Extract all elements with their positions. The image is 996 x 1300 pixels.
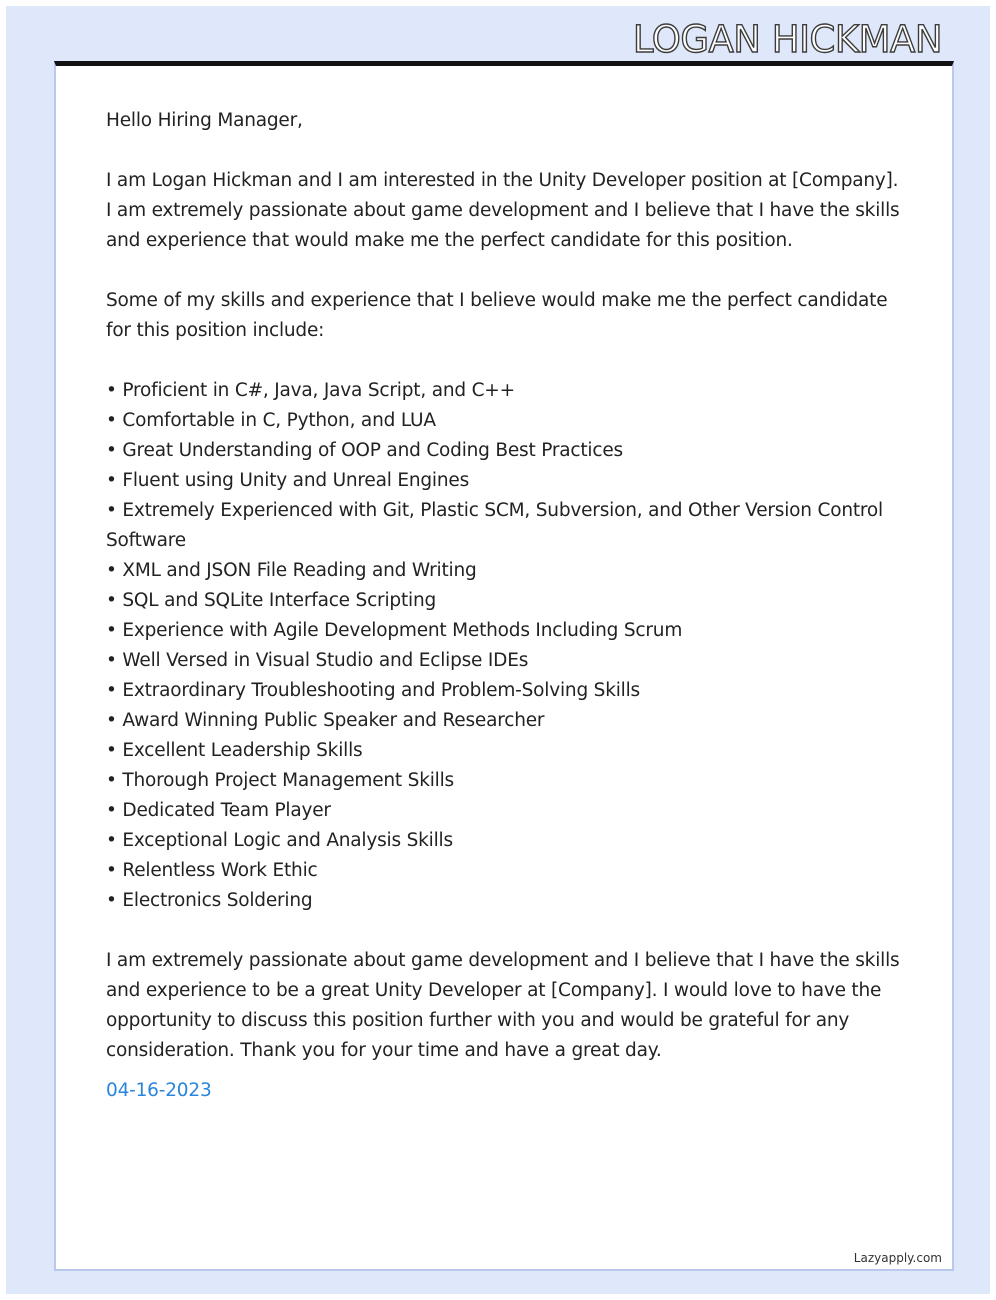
list-item: • Excellent Leadership Skills: [106, 740, 363, 761]
list-item: • Well Versed in Visual Studio and Eclipse IDEs: [106, 650, 529, 671]
page-background: [6, 6, 990, 1294]
applicant-name-header: LOGAN HICKMAN: [632, 18, 942, 61]
letter-page: [54, 61, 954, 1271]
intro-paragraph: I am Logan Hickman and I am interested in the Unity Developer position at [Company]. I am extremely passionate about game development and I believe that I have the skills and experience that would make me the perfect candidate for this position.: [106, 170, 900, 251]
list-item: • Comfortable in C, Python, and LUA: [106, 410, 436, 431]
closing-paragraph: I am extremely passionate about game development and I believe that I have the skills and experience to be a great Unity Developer at [Company]. I would love to have the opportunity to discuss this position further with you and would be grateful for any consideration. Thank you for your time and have a great day.: [106, 950, 900, 1061]
list-item: • Extremely Experienced with Git, Plastic SCM, Subversion, and Other Version Control Software: [106, 500, 883, 551]
list-item: • XML and JSON File Reading and Writing: [106, 560, 477, 581]
greeting: Hello Hiring Manager,: [106, 110, 303, 131]
list-item: • Relentless Work Ethic: [106, 860, 318, 881]
list-item: • Dedicated Team Player: [106, 800, 331, 821]
list-item: • Thorough Project Management Skills: [106, 770, 454, 791]
cover-letter-body: [106, 106, 906, 1106]
list-item: • Award Winning Public Speaker and Researcher: [106, 710, 545, 731]
list-item: • Exceptional Logic and Analysis Skills: [106, 830, 453, 851]
skills-intro-paragraph: Some of my skills and experience that I believe would make me the perfect candidate for this position include:: [106, 290, 888, 341]
list-item: • Great Understanding of OOP and Coding Best Practices: [106, 440, 623, 461]
list-item: • Fluent using Unity and Unreal Engines: [106, 470, 470, 491]
footer-brand: Lazyapply.com: [853, 1251, 942, 1265]
list-item: • SQL and SQLite Interface Scripting: [106, 590, 437, 611]
list-item: • Extraordinary Troubleshooting and Problem-Solving Skills: [106, 680, 640, 701]
skills-list: [106, 376, 906, 916]
list-item: • Proficient in C#, Java, Java Script, and C++: [106, 380, 515, 401]
list-item: • Electronics Soldering: [106, 890, 313, 911]
list-item: • Experience with Agile Development Methods Including Scrum: [106, 620, 683, 641]
letter-date: 04-16-2023: [106, 1080, 212, 1101]
